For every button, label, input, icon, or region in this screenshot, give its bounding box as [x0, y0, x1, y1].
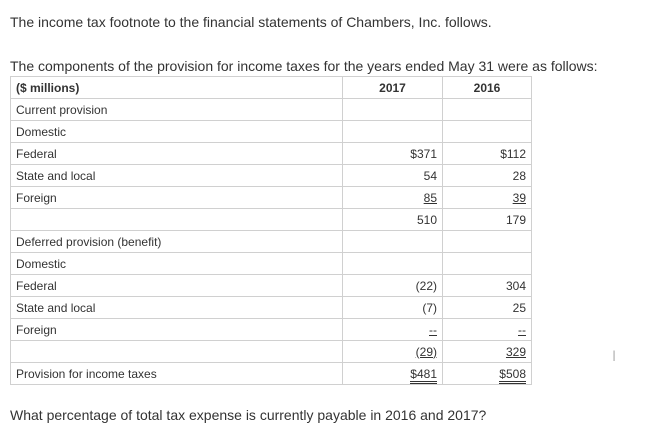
- value-2017: 510: [416, 212, 437, 227]
- table-row: [11, 121, 532, 143]
- table-row: [11, 231, 532, 253]
- value-2016: $112: [500, 146, 526, 161]
- table-row: [11, 341, 532, 363]
- value-2016: 179: [505, 212, 526, 227]
- table-row: [11, 187, 532, 209]
- value-2017: 85: [423, 190, 437, 205]
- value-2017: (29): [415, 344, 437, 359]
- table-row: [11, 165, 532, 187]
- value-2017: (22): [415, 278, 437, 293]
- value-2017: --: [429, 322, 437, 337]
- table-row: [11, 275, 532, 297]
- value-2016: 304: [505, 278, 526, 293]
- text-cursor-icon: I: [612, 349, 617, 365]
- value-2016: $508: [499, 367, 526, 384]
- row-label: Provision for income taxes: [16, 366, 157, 381]
- row-label: Federal: [16, 278, 57, 293]
- value-2017: 54: [423, 168, 437, 183]
- value-2016: 39: [512, 190, 526, 205]
- table-row: [11, 143, 532, 165]
- value-2016: --: [518, 322, 526, 337]
- tax-provision-table: [10, 76, 532, 385]
- row-label: Domestic: [16, 256, 67, 271]
- row-label: State and local: [16, 300, 96, 315]
- table-header-row: [11, 77, 532, 99]
- question-text: What percentage of total tax expense is currently payable in 2016 and 2017?: [10, 407, 487, 423]
- row-label: Deferred provision (benefit): [16, 234, 162, 249]
- header-label: ($ millions): [11, 77, 343, 99]
- table-row: [11, 363, 532, 385]
- row-label: Federal: [16, 146, 57, 161]
- table-row: [11, 99, 532, 121]
- row-label: Domestic: [16, 124, 67, 139]
- row-label: Foreign: [16, 190, 57, 205]
- table-caption: The components of the provision for income taxes for the years ended May 31 were as follows:: [10, 58, 598, 74]
- row-label: State and local: [16, 168, 96, 183]
- table-row: [11, 209, 532, 231]
- value-2016: 329: [505, 344, 526, 359]
- value-2017: $481: [410, 367, 437, 384]
- table-row: [11, 253, 532, 275]
- value-2016: 28: [512, 168, 526, 183]
- value-2017: (7): [422, 300, 437, 315]
- table-row: [11, 319, 532, 341]
- header-2016: 2016: [443, 77, 532, 99]
- header-2017: 2017: [343, 77, 443, 99]
- table-row: [11, 297, 532, 319]
- row-label: Current provision: [16, 102, 108, 117]
- row-label: Foreign: [16, 322, 57, 337]
- intro-text: The income tax footnote to the financial statements of Chambers, Inc. follows.: [10, 14, 492, 30]
- value-2016: 25: [512, 300, 526, 315]
- value-2017: $371: [410, 146, 437, 161]
